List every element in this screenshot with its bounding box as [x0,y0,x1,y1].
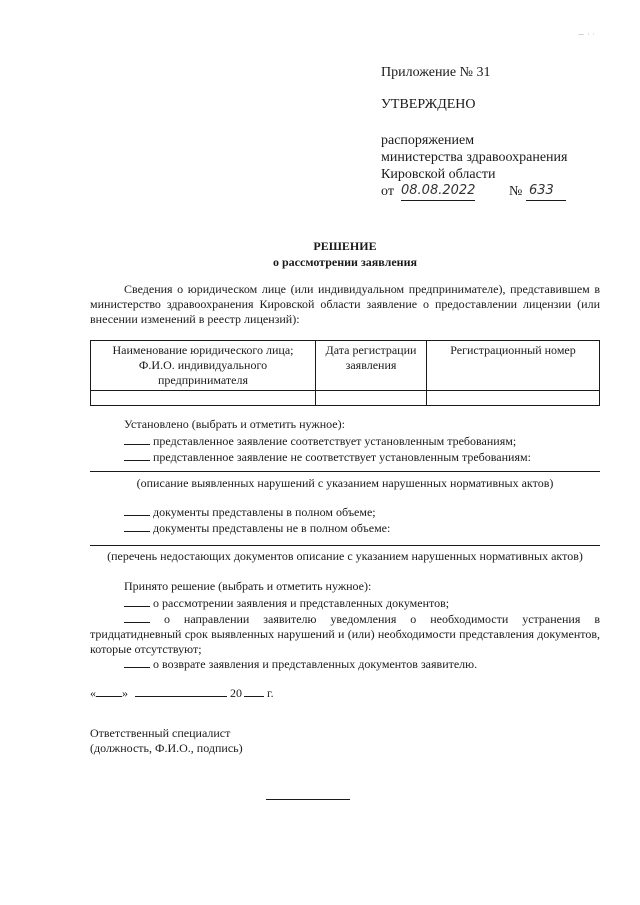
year-blank[interactable] [244,685,264,697]
checkbox-blank-noncompliant[interactable] [124,449,150,461]
cell-registration-date[interactable] [316,391,427,406]
checkbox-blank-incomplete[interactable] [124,520,150,532]
header-registration-date: Дата регистрации заявления [316,341,427,391]
year-prefix: 20 [230,686,242,700]
scan-mark: ~ · · [578,30,595,39]
signature-caption: (должность, Ф.И.О., подпись) [90,741,243,755]
approval-line-1: распоряжением [381,133,475,148]
findings-option-noncompliant [124,449,531,465]
decision-option-return-text: о возврате заявления и представленных документов заявителю. [153,657,478,671]
decision-option-review-text: о рассмотрении заявления и представленных документов; [153,596,450,610]
intro-paragraph: Сведения о юридическом лице (или индивидуальном предпринимателе), представившем в министерство здравоохранения Кировской области заявление о предоставлении лицензии (или внесении изменений в реестр лицензий): [90,282,600,326]
decision-option-return [124,656,477,672]
violations-fill-line[interactable] [90,471,600,472]
missing-documents-caption: (перечень недостающих документов описание с указанием нарушенных нормативных актов) [107,549,583,563]
documents-option-incomplete [124,520,390,536]
close-quote: » [122,686,128,700]
findings-option-noncompliant-text: представленное заявление не соответствует установленным требованиям: [153,450,531,464]
checkbox-blank-return[interactable] [124,656,150,668]
open-quote: « [90,686,96,700]
date-underline [401,200,475,201]
date-line [90,685,274,701]
closing-separator [266,799,350,800]
header-registration-number: Регистрационный номер [427,341,600,391]
header-applicant-name: Наименование юридического лица; Ф.И.О. индивидуального предпринимателя [91,341,316,391]
month-blank[interactable] [135,685,227,697]
cell-applicant-name[interactable] [91,391,316,406]
table-row [91,391,600,406]
number-prefix: № [509,184,523,199]
findings-option-compliant-text: представленное заявление соответствует установленным требованиям; [153,434,517,448]
cell-registration-number[interactable] [427,391,600,406]
documents-option-complete [124,504,376,520]
decision-option-review [124,595,449,611]
findings-lead: Установлено (выбрать и отметить нужное): [124,417,345,431]
checkbox-blank-complete[interactable] [124,504,150,516]
violations-caption: (описание выявленных нарушений с указанием нарушенных нормативных актов) [136,476,554,490]
documents-option-complete-text: документы представлены в полном объеме; [153,505,376,519]
applicant-table [90,340,600,406]
approval-line-3: Кировской области [381,167,496,182]
checkbox-blank-review[interactable] [124,595,150,607]
appendix-label: Приложение № 31 [381,65,491,80]
handwritten-date: 08.08.2022 [401,183,476,198]
decision-lead: Принято решение (выбрать и отметить нужное): [124,579,372,593]
checkbox-blank-notify[interactable] [124,611,150,623]
table-header-row [91,341,600,391]
approval-line-2: министерства здравоохранения [381,150,568,165]
handwritten-number: 633 [529,183,554,198]
document-subtitle: о рассмотрении заявления [273,255,417,269]
documents-option-incomplete-text: документы представлены не в полном объеме: [153,521,391,535]
findings-option-compliant [124,433,516,449]
approved-label: УТВЕРЖДЕНО [381,97,476,112]
decision-option-notify-text: о направлении заявителю уведомления о необходимости устранения в тридцатидневный срок выявленных нарушений и (или) необходимости представления документов, которые отсутствуют; [90,612,600,656]
year-suffix: г. [267,686,274,700]
document-title: РЕШЕНИЕ [313,239,377,253]
checkbox-blank-compliant[interactable] [124,433,150,445]
date-prefix: от [381,184,394,199]
approval-date-row [381,183,581,200]
signature-title: Ответственный специалист [90,726,231,740]
missing-documents-fill-line[interactable] [90,545,600,546]
decision-option-notify [90,611,600,657]
number-underline [526,200,566,201]
day-blank[interactable] [96,685,122,697]
